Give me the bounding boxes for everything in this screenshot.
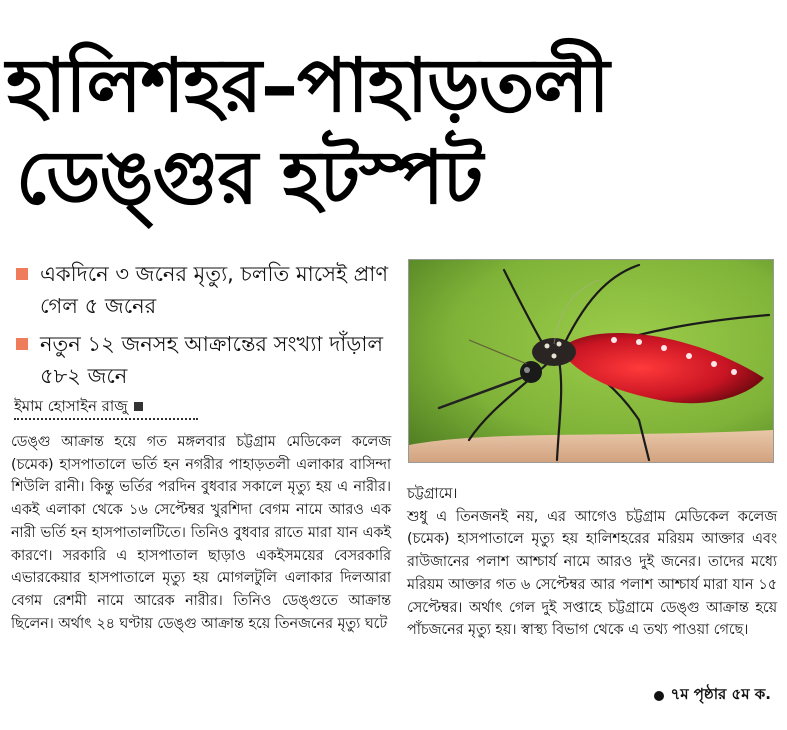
byline-square-icon [134,402,143,411]
bullet-dot-icon [654,691,664,701]
headline-line-1: হালিশহর–পাহাড়তলী [6,43,609,129]
article-paragraph: শুধু এ তিনজনই নয়, এর আগেও চট্টগ্রাম মেডিকেল কলেজ (চমেক) হাসপাতালে মৃত্যু হয় হালিশহরের মরিয়ম আক্তার এবং রাউজানের পলাশ আশ্চার্য নামে আরও দুই জনের। তাদের মধ্যে মরিয়ম আক্তার গত ৬ সেপ্টেম্বর আর পলাশ আশ্চার্য মারা যান ১৫ সেপ্টেম্বর। অর্থাৎ গেল দুই সপ্তাহে চট্টগ্রামে ডেঙ্গু আক্রান্ত হয়ে পাঁচজনের মৃত্যু হয়। স্বাস্থ্য বিভাগ থেকে এ তথ্য পাওয়া গেছে। [407,508,777,639]
mosquito-photo [408,259,774,463]
article-column-left [11,431,391,635]
mosquito-image [409,260,773,462]
headline [6,40,781,224]
subhead-text: একদিনে ৩ জনের মৃত্যু, চলতি মাসেই প্রাণ গেল ৫ জনের [40,262,389,318]
dotted-divider [14,418,198,420]
article-paragraph: চট্টগ্রামে। [407,486,458,502]
bullet-square-icon [16,338,28,350]
byline [14,395,143,417]
subhead-2 [14,328,394,392]
headline-line-2: ডেঙ্গুর হটস্পট [16,135,483,221]
article-column-right [407,483,777,642]
subheads [14,258,394,398]
subhead-1 [14,258,394,322]
continued-text: ৭ম পৃষ্ঠার ৫ম ক. [670,685,771,703]
continued-notice [654,683,771,708]
bullet-square-icon [16,268,28,280]
subhead-text: নতুন ১২ জনসহ আক্রান্তের সংখ্যা দাঁড়াল ৫৮২ জনে [40,332,384,388]
article-paragraph: ডেঙ্গু আক্রান্ত হয়ে গত মঙ্গলবার চট্টগ্রাম মেডিকেল কলেজ (চমেক) হাসপাতালে ভর্তি হন নগরীর পাহাড়তলী এলাকার বাসিন্দা শিউলি রানী। কিন্তু ভর্তির পরদিন বুধবার সকালে মৃত্যু হয় এ নারীর। একই এলাকা থেকে ১৬ সেপ্টেম্বর খুরশিদা বেগম নামে আরও এক নারী ভর্তি হন হাসপাতালটিতে। তিনিও বুধবার রাতে মারা যান একই কারণে। সরকারি এ হাসপাতাল ছাড়াও একইসময়ের বেসরকারি এভারকেয়ার হাসপাতালে মৃত্যু হয় মোগলটুলি এলাকার দিলআরা বেগম রেশমী নামে আরেক নারীর। তিনিও ডেঙ্গুতে আক্রান্ত ছিলেন। অর্থাৎ ২৪ ঘণ্টায় ডেঙ্গু আক্রান্ত হয়ে তিনজনের মৃত্যু ঘটে [11,434,391,632]
byline-author: ইমাম হোসাইন রাজু [14,397,128,415]
